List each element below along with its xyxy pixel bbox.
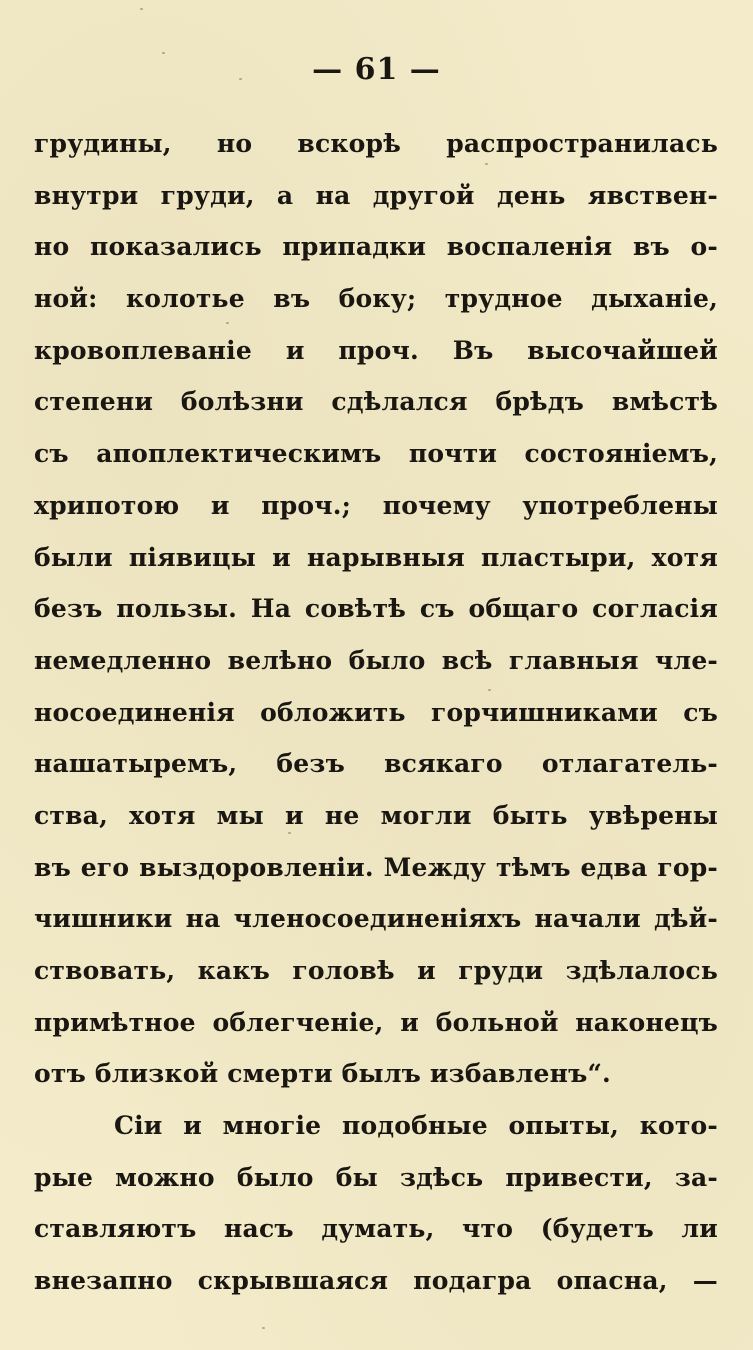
- text-line: чишники на членосоединеніяхъ начали дѣй-: [34, 904, 718, 934]
- text-line: рые можно было бы здѣсь привести, за-: [34, 1162, 718, 1192]
- text-line: въ его выздоровленіи. Между тѣмъ едва гор-: [34, 852, 718, 882]
- text-line: ставляютъ насъ думать, что (будетъ ли: [34, 1214, 718, 1244]
- print-speck: [485, 163, 488, 165]
- print-speck: [288, 832, 291, 834]
- paragraph-end-line: отъ близкой смерти былъ избавленъ“.: [34, 1059, 611, 1089]
- print-speck: [262, 1327, 265, 1329]
- text-line: нашатыремъ, безъ всякаго отлагатель-: [34, 749, 718, 779]
- text-line: но показались припадки воспаленія въ о-: [34, 232, 718, 262]
- text-line: ной: колотье въ боку; трудное дыханіе,: [34, 284, 718, 314]
- text-line: съ апоплектическимъ почти состояніемъ,: [34, 439, 718, 469]
- text-line: грудины, но вскорѣ распространилась: [34, 129, 718, 158]
- print-speck: [162, 52, 165, 54]
- text-line: носоединенія обложить горчишниками съ: [34, 697, 718, 727]
- page-number: — 61 —: [312, 52, 441, 87]
- text-line: ства, хотя мы и не могли быть увѣрены: [34, 800, 718, 830]
- text-line: немедленно велѣно было всѣ главныя чле-: [34, 645, 718, 675]
- text-line: внезапно скрывшаяся подагра опасна, —: [34, 1266, 718, 1296]
- text-line: были піявицы и нарывныя пластыри, хотя: [34, 542, 718, 572]
- text-line: кровоплеваніе и проч. Въ высочайшей: [34, 335, 718, 365]
- print-speck: [38, 1072, 41, 1074]
- paragraph-start-line: Сіи и многіе подобные опыты, кото-: [114, 1111, 718, 1141]
- text-line: хрипотою и проч.; почему употреблены: [34, 490, 718, 520]
- text-line: безъ пользы. На совѣтѣ съ общаго согласія: [34, 594, 718, 624]
- body-text: [34, 118, 718, 1307]
- print-speck: [140, 8, 143, 10]
- text-line: степени болѣзни сдѣлался брѣдъ вмѣстѣ: [34, 387, 718, 417]
- print-speck: [239, 78, 242, 80]
- print-speck: [488, 689, 491, 691]
- text-line: внутри груди, а на другой день явствен-: [34, 180, 718, 210]
- text-line: ствовать, какъ головѣ и груди здѣлалось: [34, 956, 718, 985]
- text-line: примѣтное облегченіе, и больной наконецъ: [34, 1007, 718, 1037]
- print-speck: [226, 322, 229, 324]
